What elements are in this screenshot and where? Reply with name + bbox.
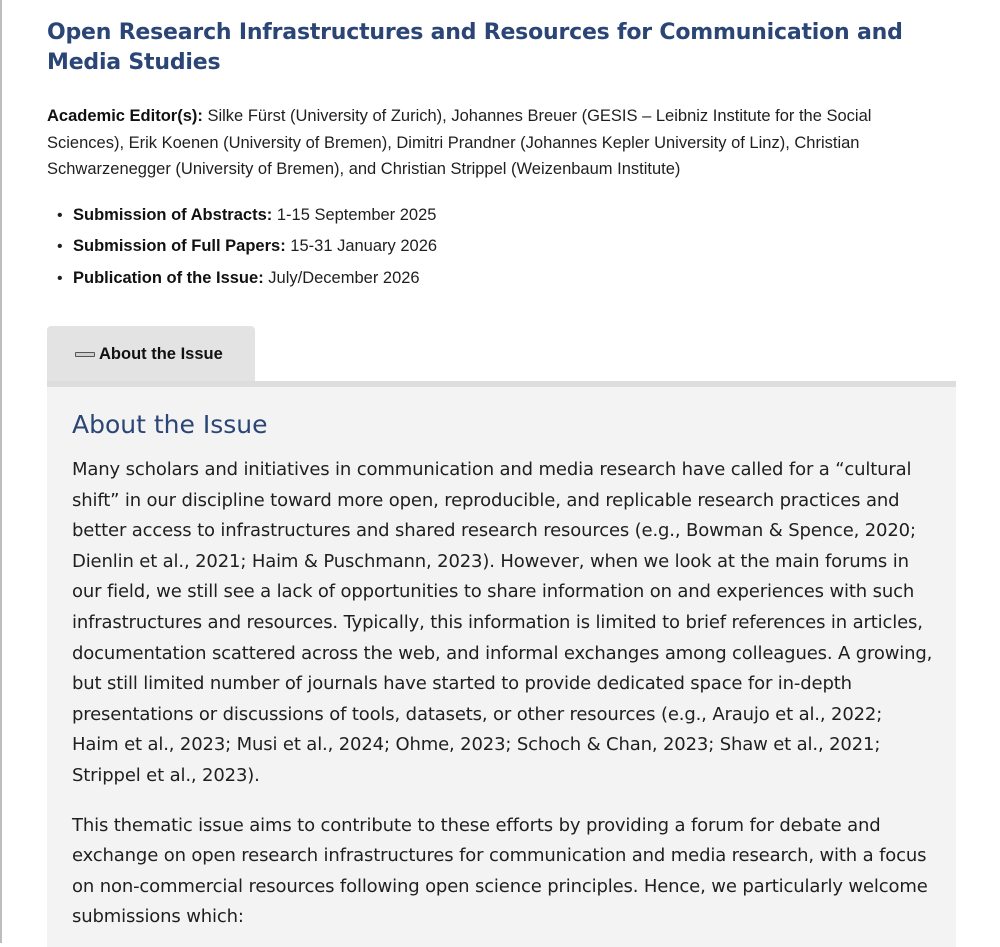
- date-label: Publication of the Issue:: [73, 268, 264, 287]
- tab-label: About the Issue: [99, 345, 223, 363]
- minus-icon: [75, 352, 95, 357]
- dates-list: [47, 200, 957, 295]
- date-item-full-papers: [57, 231, 957, 263]
- editors-label: Academic Editor(s):: [47, 107, 203, 125]
- panel-heading: About the Issue: [72, 410, 268, 439]
- date-label: Submission of Full Papers:: [73, 237, 286, 255]
- bullet-icon: •: [57, 206, 63, 224]
- date-value: 15-31 January 2026: [290, 237, 438, 255]
- panel-content: [72, 407, 934, 933]
- bullet-icon: •: [57, 269, 63, 287]
- tab-row: [47, 326, 956, 383]
- editors-list: Silke Fürst (University of Zurich), Johannes Breuer (GESIS – Leibniz Institute for the Social Sciences), Erik Koenen (University of Bremen), Dimitri Prandner (Johannes Kepler University of Linz), Christian Schwarzenegger (University of Bremen), and Christian Strippel (Weizenbaum Institute): [47, 107, 872, 178]
- tab-about-the-issue[interactable]: [47, 326, 255, 383]
- date-item-publication: [57, 263, 957, 295]
- date-value: 1-15 September 2025: [276, 205, 437, 224]
- paragraph: This thematic issue aims to contribute to these efforts by providing a forum for debate and exchange on open research infrastructures for communication and media research, with a focus on non-commercial resources following open science principles. Hence, we particularly welcome submissions which:: [72, 814, 928, 928]
- issue-header: [47, 18, 957, 294]
- paragraph: Many scholars and initiatives in communication and media research have called for a “cultural shift” in our discipline toward more open, reproducible, and replicable research practices and better access to infrastructures and shared research resources (e.g., Bowman & Spence, 2020; Dienlin et al., 2021; Haim & Puschmann, 2023). However, when we look at the main forums in our field, we still see a lack of opportunities to share information on and experiences with such infrastructures and resources. Typically, this information is limited to brief references in articles, documentation scattered across the web, and informal exchanges among colleagues. A growing, but still limited number of journals have started to provide dedicated space for in-depth presentations or discussions of tools, datasets, or other resources (e.g., Araujo et al., 2022; Haim et al., 2023; Musi et al., 2024; Ohme, 2023; Schoch & Chan, 2023; Shaw et al., 2021; Strippel et al., 2023).: [72, 459, 933, 786]
- bullet-icon: •: [57, 238, 63, 255]
- page-title: Open Research Infrastructures and Resources for Communication and Media Studies: [47, 20, 903, 75]
- tab-panel-about: [47, 387, 956, 947]
- date-value: July/December 2026: [268, 268, 420, 287]
- date-item-abstracts: [57, 200, 957, 232]
- date-label: Submission of Abstracts:: [73, 205, 273, 224]
- left-border: [0, 0, 2, 943]
- academic-editors: [47, 103, 927, 183]
